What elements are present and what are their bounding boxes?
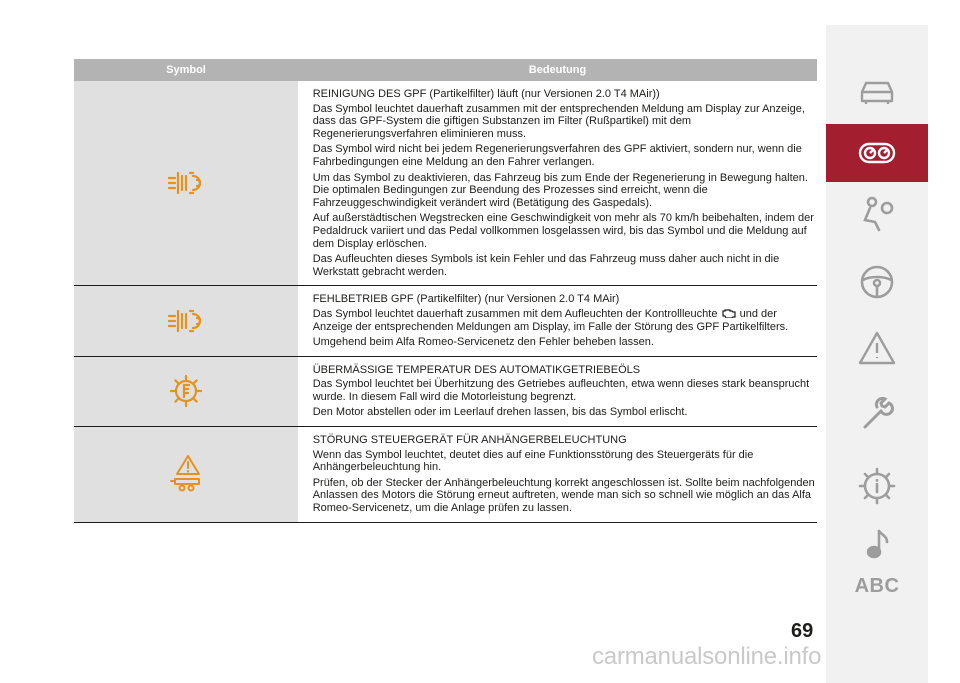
steering-wheel-icon [857, 262, 897, 302]
header-symbol: Symbol [166, 64, 206, 76]
meaning-cell [299, 357, 817, 426]
abc-icon: ABC [854, 574, 900, 597]
paragraph: Wenn das Symbol leuchtet, deutet dies auf eine Funktionsstörung des Steuergeräts für die Anhängerbeleuchtung hin. [312, 448, 754, 474]
sidebar-item-maintenance[interactable] [826, 386, 928, 444]
table-row [74, 286, 817, 356]
symbol-cell [74, 357, 299, 426]
table-row [74, 427, 817, 523]
gpf-regeneration-icon [168, 170, 204, 196]
paragraph: Den Motor abstellen oder im Leerlauf drehen lassen, bis das Symbol erlischt. [312, 406, 688, 419]
paragraph: Prüfen, ob der Stecker der Anhängerbeleuchtung korrekt angeschlossen ist. Sollte beim nachfolgenden Anlassen des Motors die Störung erneut auftreten, wende man sich so schnell wie möglich an das Alfa Romeo-Servicenetz, um die Anlage prüfen zu lassen. [312, 476, 815, 515]
table-header [74, 59, 817, 81]
car-icon [857, 70, 897, 110]
paragraph: Umgehend beim Alfa Romeo-Servicenetz den Fehler beheben lassen. [312, 336, 654, 349]
page-number: 69 [791, 620, 814, 642]
sidebar-item-emergency[interactable] [826, 320, 928, 378]
symbol-cell [74, 427, 299, 522]
paragraph: Das Symbol leuchtet bei Überhitzung des Getriebes aufleuchten, etwa wenn dieses stark beansprucht wurde. In diesem Fall wird die Motorleistung begrenzt. [312, 378, 810, 403]
dashboard-icon [857, 133, 897, 173]
symbol-cell [74, 81, 299, 285]
symbol-cell [74, 286, 299, 355]
paragraph: Um das Symbol zu deaktivieren, das Fahrzeug bis zum Ende der Regenerierung in Bewegung halten. Die optimalen Bedingungen zur Beendung des Prozesses sind erreicht, wenn die Fahrzeuggeschwindigkeit verändert wird (Betätigung des Gaspedals). [312, 171, 808, 209]
sidebar-item-driving[interactable] [826, 253, 928, 311]
sidebar-item-index[interactable] [826, 557, 928, 615]
warning-triangle-icon [857, 329, 897, 369]
meaning-cell [299, 427, 817, 522]
paragraph: Auf außerstädtischen Wegstrecken eine Geschwindigkeit von mehr als 70 km/h beibehalten, indem der Pedaldruck variiert und das Pedal vollkommen losgelassen wird, bis das Symbol und die Meldung auf dem Display erlöschen. [312, 212, 814, 250]
row-title: ÜBERMÄSSIGE TEMPERATUR DES AUTOMATIKGETRIEBEÖLS [312, 363, 641, 376]
watermark: carmanualsonline.info [592, 643, 822, 670]
airbag-seat-icon [857, 194, 897, 234]
row-title: STÖRUNG STEUERGERÄT FÜR ANHÄNGERBELEUCHTUNG [312, 434, 627, 447]
paragraph-text: und der Anzeige der entsprechenden Meldungen am Display, im Falle der Störung des GPF Partikelfilters. [312, 307, 789, 333]
row-title: REINIGUNG DES GPF (Partikelfilter) läuft (nur Versionen 2.0 T4 MAir)) [312, 88, 660, 100]
sidebar-item-car[interactable] [826, 61, 928, 119]
sidebar-item-dashboard[interactable] [826, 124, 928, 182]
paragraph: Das Symbol leuchtet dauerhaft zusammen mit der entsprechenden Meldung am Display zur Anzeige, dass das GPF-System die giftigen Substanzen im Filter (Rußpartikel) mit dem Regenerierungsverfahren eliminieren muss. [312, 102, 805, 140]
table-row [74, 81, 817, 286]
row-title: FEHLBETRIEB GPF (Partikelfilter) (nur Versionen 2.0 T4 MAir) [312, 293, 620, 306]
sidebar-item-technical-data[interactable] [826, 457, 928, 515]
table-row [74, 357, 817, 427]
paragraph: Das Aufleuchten dieses Symbols ist kein Fehler und das Fahrzeug muss daher auch nicht in die Werkstatt gebracht werden. [312, 253, 780, 278]
chapter-sidebar [826, 25, 928, 683]
wrench-icon [857, 395, 897, 435]
paragraph-text: Das Symbol leuchtet dauerhaft zusammen mit dem Aufleuchten der Kontrollleuchte [312, 307, 718, 320]
paragraph: Das Symbol wird nicht bei jedem Regenerierungsverfahren des GPF aktiviert, sondern nur, wenn die Fahrbedingungen eine Meldung an den Fahrer verlangen. [312, 143, 802, 168]
engine-warning-icon [721, 308, 737, 318]
meaning-cell [299, 286, 817, 355]
gpf-failure-icon [168, 308, 204, 334]
sidebar-item-safety[interactable] [826, 185, 928, 243]
info-gear-icon [857, 466, 897, 506]
symbol-table [74, 59, 817, 523]
trailer-warning-icon [169, 454, 203, 494]
transmission-temperature-icon [169, 374, 203, 408]
header-meaning: Bedeutung [528, 64, 587, 76]
meaning-cell [299, 81, 817, 285]
paragraph [313, 308, 817, 333]
